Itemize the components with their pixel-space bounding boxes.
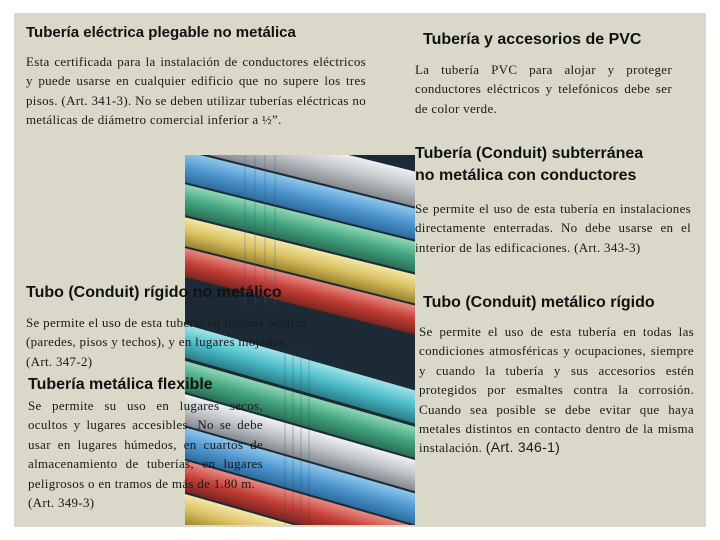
section-title-rigid-nonmetallic: Tubo (Conduit) rígido no metálico	[26, 284, 282, 301]
flexible-metallic-ref: (Art. 349-3)	[28, 495, 95, 511]
rigid-nonmetallic-line3: (Art. 347-2)	[26, 353, 93, 369]
section-title-underground-conduit	[415, 143, 643, 187]
rigid-nonmetallic-line1: Se permite el uso de esta tubería en lugares ocultos	[26, 315, 307, 330]
rigid-metallic-text: Se permite el uso de esta tubería en todas las condiciones atmosféricas y ocupaciones, siempre y cuando la tubería y sus accesorios estén protegidos por esmaltes contra la corrosión. Cuando sea posible se debe evitar que haya metales distintos en contacto dentro de la misma instalación.	[419, 324, 694, 456]
section-body-flexible-nonmetallic: Esta certificada para la instalación de conductores eléctricos y puede usarse en cualquier edificio que no supere los tres pisos. (Art. 341-3). No se deben utilizar tuberías eléctricas no metálicas de diámetro comercial inferior a ½”.	[26, 54, 366, 128]
section-title-rigid-metallic: Tubo (Conduit) metálico rígido	[423, 294, 655, 311]
section-body-pvc: La tubería PVC para alojar y proteger conductores eléctricos y telefónicos debe ser de color verde.	[415, 62, 672, 116]
section-body-flexible-metallic	[28, 396, 263, 512]
section-title-pvc: Tubería y accesorios de PVC	[423, 31, 642, 48]
section-title-flexible-metallic: Tubería metálica flexible	[28, 376, 213, 393]
section-title-underground-line1: Tubería (Conduit) subterránea	[415, 145, 644, 162]
rigid-nonmetallic-line2: (paredes, pisos y techos), y en lugares mojados.	[26, 334, 289, 350]
section-title-flexible-nonmetallic: Tubería eléctrica plegable no metálica	[26, 24, 296, 41]
section-body-underground-conduit: Se permite el uso de esta tubería en instalaciones directamente enterradas. No debe usarse en el interior de las edificaciones. (Art. 343-3)	[415, 201, 691, 255]
section-body-rigid-metallic	[419, 322, 694, 458]
flexible-metallic-text: Se permite su uso en lugares secos, ocultos y lugares accesibles. No se debe usar en lugares húmedos, en cuartos de almacenamiento de tuberías, en lugares peligrosos o en tramos de más de 1.80 m.	[28, 398, 263, 491]
section-title-underground-line2: no metálica con conductores	[415, 167, 637, 184]
section-body-rigid-nonmetallic	[26, 313, 386, 371]
rigid-metallic-ref: (Art. 346-1)	[485, 439, 561, 456]
